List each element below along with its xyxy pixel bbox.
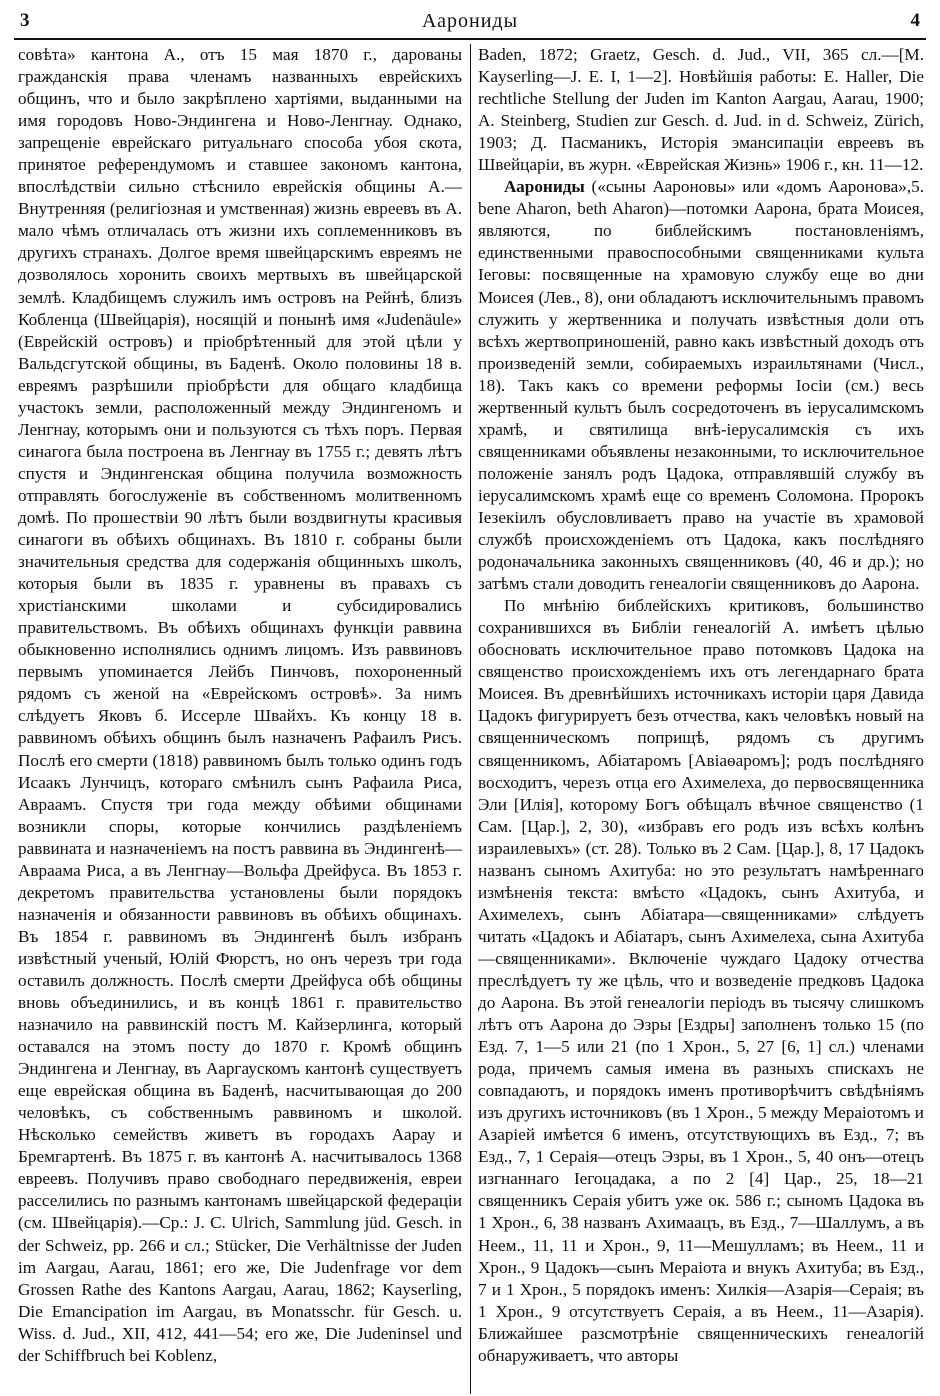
entry-paragraph (478, 176, 924, 595)
critics-paragraph: По мнѣнію библейскихъ критиковъ, большинство сохранившихся въ Библіи генеалогій А. имѣетъ цѣлью обосновать исключительное право потомковъ Цадока на священство происхожденіемъ ихъ отъ легендарнаго брата Моисея. Въ древнѣйшихъ источникахъ исторіи царя Давида Цадокъ фигурируетъ безъ отчества, какъ человѣкъ новый на священническомъ поприщѣ, рядомъ съ другимъ священникомъ, Абіатаромъ [Авіаѳаромъ]; родъ послѣдняго восходитъ, черезъ отца его Ахимелеха, до первосвященника Эли [Илія], которому Богъ обѣщалъ вѣчное священство (1 Сам. [Цар.], 2, 30), «избравъ его родъ изъ всѣхъ колѣнъ израилевыхъ» (ст. 28). Только въ 2 Сам. [Цар.], 8, 17 Цадокъ названъ сыномъ Ахитуба: но это результатъ намѣреннаго измѣненія текста: вмѣсто «Цадокъ, сынъ Ахитуба, и Ахимелехъ, сынъ Абіатара—священниками» слѣдуетъ читать «Цадокъ и Абіатаръ, сынъ Ахимелеха, сына Ахитуба—священниками». Включеніе чуждаго Цадоку отчества преслѣдуетъ ту же цѣль, что и возведеніе предковъ Цадока до Аарона. Въ этой генеалогіи періодъ въ тысячу слишкомъ лѣтъ отъ Аарона до Эзры [Ездры] заполненъ только 15 (по Езд. 7, 1—5 или 21 (по 1 Хрон., 5, 27 [6, 1] сл.) членами рода, причемъ самыя имена въ разныхъ спискахъ не совпадаютъ, и порядокъ именъ противорѣчитъ свѣдѣніямъ изъ другихъ источниковъ (въ 1 Хрон., 5 между Мераіотомъ и Азаріей имѣется 6 именъ, отсутствующихъ въ Езд., 7; въ Езд., 7, 1 Сераія—отецъ Эзры, въ 1 Хрон., 5, 40 онъ—отецъ изгнаннаго Іегоцадака, а по 2 [4] Цар., 25, 18—21 священникъ Сераія убитъ уже ок. 586 г.; сыномъ Цадока въ 1 Хрон., 6, 38 названъ Ахимаацъ, въ Езд., 7—Шаллумъ, а въ Неем., 11, 11 и Хрон., 9, 11—Мешулламъ; въ Неем., 11 и Хрон., 9 Цадокъ—сынъ Мераіота и внукъ Ахитуба; въ Езд., 7 и 1 Хрон., 5 порядокъ именъ: Хилкія—Азарія—Сераія; въ 1 Хрон., 9 отсутствуетъ Сераія, а въ Неем., 11—Азарія). Ближайшее разсмотрѣніе священническихъ генеалогій обнаруживаетъ, что авторы (478, 596, 924, 1365)
left-column (18, 44, 462, 1392)
bibliography-text: Baden, 1872; Graetz, Gesch. d. Jud., VII, 365 сл.—[M. Kayserling—J. E. I, 1—2]. Новѣйшія работы: E. Haller, Die rechtliche Stellung der Juden im Kanton Aargau, Aarau, 1900; A. Steinberg, Studien zur Gesch. d. Jud. in d. Schweiz, Zürich, 1903; Д. Пасманикъ, Исторія эмансипаціи евреевъ въ Швейцаріи, въ журн. «Еврейская Жизнь» 1906 г., кн. 11—12. (478, 45, 924, 175)
page-number-left: 3 (20, 10, 30, 31)
header-rule (14, 38, 926, 40)
entry-text: («сыны Аароновы» или «домъ Ааронова», bene Aharon, beth Aharon)—потомки Аарона, брата Моисея, являются, по библейскимъ постановленіямъ, единственными правоспособными священниками культа Іеговы: посвященные на храмовую службу еще во дни Моисея (Лев., 8), они обладаютъ исключительнымъ правомъ служить у жертвенника и получать извѣстныя доли отъ всѣхъ жертвоприношеній, равно какъ извѣстный доходъ отъ произведеній земли, собираемыхъ израильтянами (Числ., 18). Такъ какъ со времени реформы Іосіи (см.) весь жертвенный культъ былъ сосредоточенъ въ іерусалимскомъ храмѣ, и святилища внѣ-іерусалимскія съ ихъ священниками объявлены незаконными, то исключительное положеніе занялъ родъ Цадока, отправлявшій службу въ іерусалимскомъ храмѣ еще со временъ Соломона. Пророкъ Іезекіилъ обусловливаетъ право на участіе въ храмовой службѣ происхожденіемъ отъ Цадока, какъ послѣдняго родоначальника законныхъ священниковъ (40, 46 и др.); но затѣмъ стали доводить генеалогіи священниковъ до Аарона. (478, 177, 924, 594)
author-mark: 5. (911, 177, 924, 197)
column-divider (470, 44, 471, 1394)
page-number-right: 4 (910, 10, 920, 31)
page-header (20, 8, 920, 34)
entry-headword: Аарониды (504, 177, 585, 197)
left-column-text: совѣта» кантона А., отъ 15 мая 1870 г., дарованы гражданскія права членамъ названныхъ еврейскихъ общинъ, что и было закрѣплено хартіями, выданными на имя городовъ Ново-Эндингена и Ново-Ленгнау. Однако, запрещеніе еврейскаго ритуальнаго способа убоя скота, принятое референдумомъ и ставшее закономъ кантона, впослѣдствіи сильно стѣснило еврейскія общины А.— Внутренняя (религіозная и умственная) жизнь евреевъ въ А. мало чѣмъ отличалась отъ жизни ихъ соплеменниковъ въ другихъ странахъ. Долгое время швейцарскимъ евреямъ не дозволялось хоронить своихъ мертвыхъ въ швейцарской землѣ. Кладбищемъ служилъ имъ островъ на Рейнѣ, близъ Кобленца (Швейцарія), носящій и понынѣ имя «Judenäule» (Еврейскій островъ) и пріобрѣтенный для этой цѣли у Вальдсгутской общины, въ Баденѣ. Около половины 18 в. евреямъ разрѣшили пріобрѣсти для общаго кладбища участокъ земли, расположенный между Эндингеномъ и Ленгнау, которымъ они и пользуются съ тѣхъ поръ. Первая синагога была построена въ Ленгнау въ 1755 г.; девять лѣтъ спустя и Эндингенская община получила возможность отправлять богослуженіе въ собственномъ молитвенномъ домѣ. По прошествіи 90 лѣтъ были воздвигнуты красивыя синагоги въ обѣихъ общинахъ. Въ 1810 г. собраны были значительныя средства для содержанія общинныхъ школъ, которыя были въ 1835 г. уравнены въ правахъ съ христіанскими школами и субсидировались правительствомъ. Въ обѣихъ общинахъ функціи раввина обыкновенно исполнялись однимъ лицомъ. Изъ раввиновъ первымъ упоминается Лейбъ Пинчовъ, похороненный рядомъ съ женой на «Еврейскомъ островѣ». За нимъ слѣдуетъ Яковъ б. Исcерле Швайхъ. Къ концу 18 в. раввиномъ обѣихъ общинъ былъ назначенъ Рафаилъ Рисъ. Послѣ его смерти (1818) раввиномъ былъ только одинъ годъ Исаакъ Лунчицъ, котораго смѣнилъ сынъ Рафаила Риса, Авраамъ. Спустя три года между обѣими общинами возникли споры, которые кончились раздѣленіемъ раввината и назначеніемъ на постъ раввина въ Эндингенѣ—Авраама Риса, а въ Ленгнау—Вольфа Дрейфуса. Въ 1853 г. декретомъ правительства установлены были порядокъ назначенія и обязанности раввиновъ въ обѣихъ общинахъ. Въ 1854 г. раввиномъ въ Эндингенѣ былъ избранъ извѣстный ученый, Юлій Фюрстъ, но онъ черезъ три года оставилъ должность. Послѣ смерти Дрейфуса обѣ общины вновь объединились, и въ концѣ 1861 г. правительство назначило на раввинскій постъ М. Кайзерлинга, который оставался на этомъ посту до 1870 г. Кромѣ общинъ Эндингена и Ленгнау, въ Ааргаускомъ кантонѣ существуетъ еще еврейская община въ Баденѣ, насчитывающая до 200 человѣкъ, съ собственнымъ раввиномъ и школой. Нѣсколько семействъ живетъ въ городахъ Аарау и Бремгартенѣ. Въ 1875 г. въ кантонѣ А. насчитывалось 1368 евреевъ. Получивъ право свободнаго передвиженія, евреи расселились по разнымъ кантонамъ швейцарской федераціи (см. Швейцарія).—Ср.: J. C. Ulrich, Sammlung jüd. Gesch. in der Schweiz, pp. 266 и сл.; Stücker, Die Verhältnisse der Juden im Aargau, Aarau, 1861; его же, Die Judenfrage vor dem Grossen Rathe des Kantons Aargau, Aarau, 1862; Kayserling, Die Emancipation im Aargau, въ Monatsschr. für Gesch. u. Wiss. d. Jud., XII, 412, 441—54; его же, Die Judeninsel und der Schiffbruch bei Koblenz, (18, 45, 462, 1365)
running-title: Аарониды (421, 9, 519, 32)
right-column (478, 44, 924, 1392)
